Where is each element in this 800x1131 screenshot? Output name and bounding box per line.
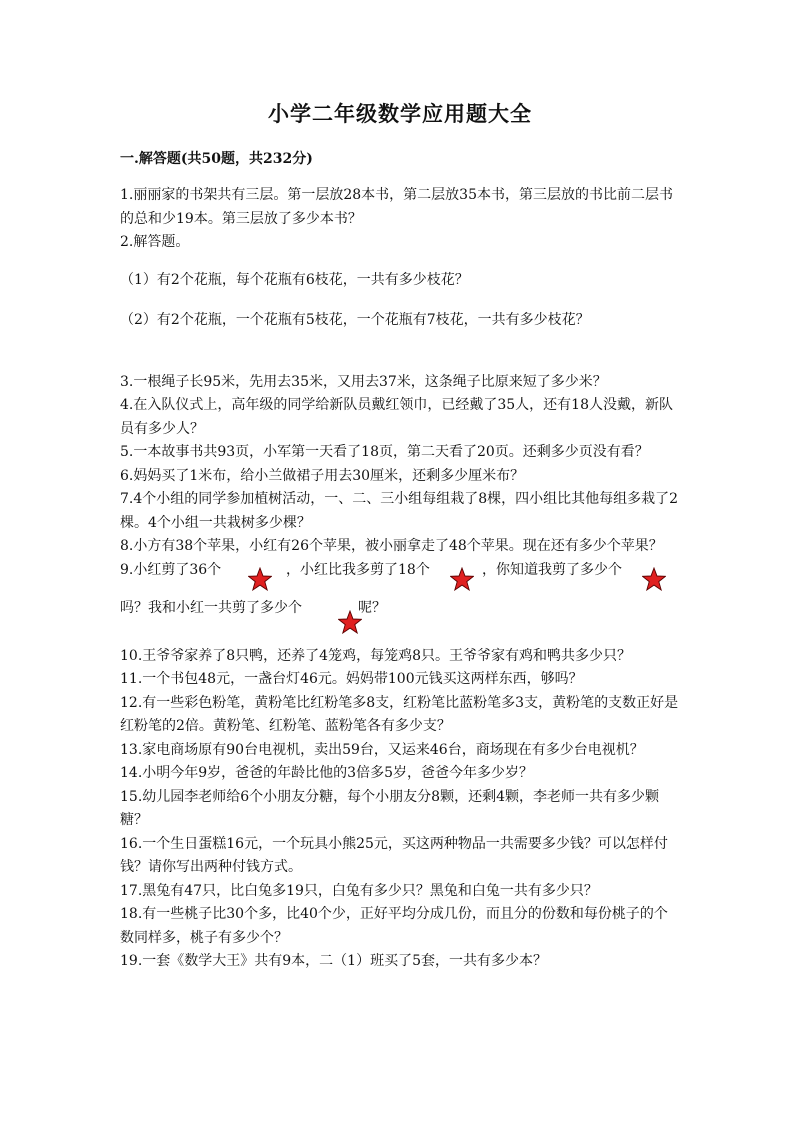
question-16: 16.一个生日蛋糕16元，一个玩具小熊25元，买这两种物品一共需要多少钱？可以怎样付钱？请你写出两种付钱方式。 xyxy=(120,835,668,875)
question-13: 13.家电商场原有90台电视机，卖出59台，又运来46台，商场现在有多少台电视机？ xyxy=(120,741,644,758)
question-11: 11.一个书包48元，一盏台灯46元。妈妈带100元钱买这两样东西，够吗？ xyxy=(120,671,583,687)
red-star-icon xyxy=(248,567,272,591)
question-14: 14.小明今年9岁，爸爸的年龄比他的3倍多5岁，爸爸今年多少岁？ xyxy=(120,765,533,781)
question-3: 3.一根绳子长95米，先用去35米，又用去37米，这条绳子比原来短了多少米？ xyxy=(120,373,607,390)
question-15: 15.幼儿园李老师给6个小朋友分糖，每个小朋友分8颗，还剩4颗，李老师一共有多少颗糖？ xyxy=(120,788,659,828)
question-12: 12.有一些彩色粉笔，黄粉笔比红粉笔多8支，红粉笔比蓝粉笔多3支，黄粉笔的支数正好是红粉笔的2倍。黄粉笔、红粉笔、蓝粉笔各有多少支？ xyxy=(120,694,679,734)
question-19: 19.一套《数学大王》共有9本，二（1）班买了5套，一共有多少本？ xyxy=(120,953,547,969)
page-title: 小学二年级数学应用题大全 xyxy=(268,101,532,126)
question-6: 6.妈妈买了1米布，给小兰做裙子用去30厘米，还剩多少厘米布？ xyxy=(120,467,525,484)
question-9-text-b: ，小红比我多剪了18个 xyxy=(286,561,430,578)
question-1: 1.丽丽家的书架共有三层。第一层放28本书，第二层放35本书，第三层放的书比前二层书的总和少19本。第三层放了多少本书？ xyxy=(120,187,673,227)
section-heading: 一.解答题(共50题，共232分) xyxy=(120,151,313,167)
question-7: 7.4个小组的同学参加植树活动，一、二、三小组每组栽了8棵，四小组比其他每组多栽了2棵。4个小组一共栽树多少棵？ xyxy=(120,491,679,531)
question-9-text-d: 吗？我和小红一共剪了多少个 xyxy=(120,600,302,616)
question-5: 5.一本故事书共93页，小军第一天看了18页，第二天看了20页。还剩多少页没有看？ xyxy=(120,444,649,460)
question-8: 8.小方有38个苹果，小红有26个苹果，被小丽拿走了48个苹果。现在还有多少个苹果？ xyxy=(120,538,663,554)
question-2: 2.解答题。 xyxy=(120,234,190,250)
question-2-part-1: （1）有2个花瓶，每个花瓶有6枝花，一共有多少枝花？ xyxy=(120,271,469,288)
question-17: 17.黑兔有47只，比白兔多19只，白兔有多少只？黑兔和白兔一共有多少只？ xyxy=(120,882,598,899)
red-star-icon xyxy=(450,567,474,591)
question-9-text-e: 呢？ xyxy=(358,600,386,616)
question-2-part-2: （2）有2个花瓶，一个花瓶有5枝花，一个花瓶有7枝花，一共有多少枝花？ xyxy=(120,312,590,328)
question-4: 4.在入队仪式上，高年级的同学给新队员戴红领巾，已经戴了35人，还有18人没戴，新队员有多少人？ xyxy=(120,397,673,437)
question-9 xyxy=(120,559,680,645)
question-9-text-c: ，你知道我剪了多少个 xyxy=(482,561,622,578)
question-9-text-a: 9.小红剪了36个 xyxy=(120,561,222,578)
red-star-icon xyxy=(642,567,666,591)
question-list xyxy=(120,184,680,974)
question-18: 18.有一些桃子比30个多，比40个少，正好平均分成几份，而且分的份数和每份桃子的个数同样多，桃子有多少个？ xyxy=(120,906,668,946)
question-10: 10.王爷爷家养了8只鸭，还养了4笼鸡，每笼鸡8只。王爷爷家有鸡和鸭共多少只？ xyxy=(120,647,631,664)
